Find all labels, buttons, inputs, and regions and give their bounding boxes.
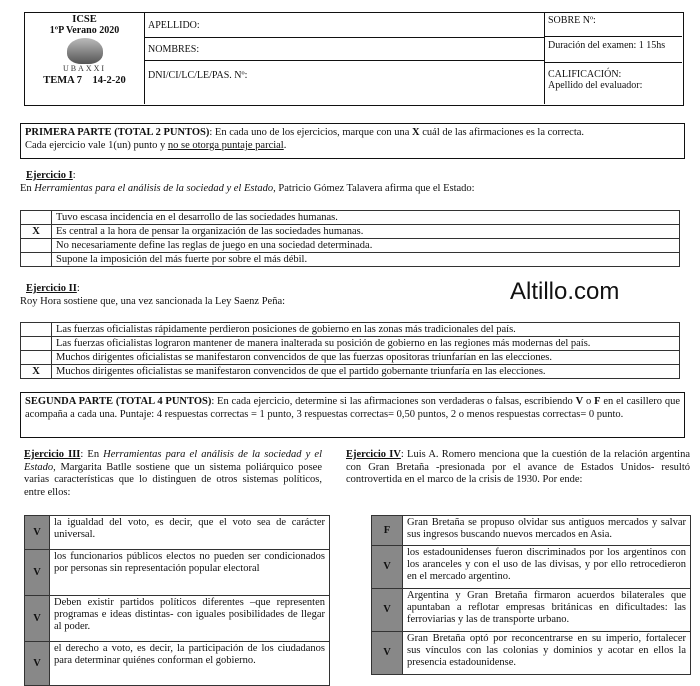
table-row[interactable] bbox=[372, 546, 691, 589]
tf-mark[interactable]: V bbox=[25, 642, 50, 686]
ex1-title: Ejercicio I bbox=[26, 170, 73, 181]
ex3-intro-b: , Margarita Batlle sostiene que un sistema poliárquico posee varias características que lo distinguen de otros sistemas políticos, entre ellos: bbox=[24, 461, 322, 498]
ex4-colon: : bbox=[400, 449, 404, 460]
option-mark[interactable] bbox=[21, 323, 52, 337]
option-text: Muchos dirigentes oficialistas se manifestaron convencidos de que las fuerzas opositoras triunfarían en las elecciones. bbox=[52, 351, 680, 365]
header-course-cell bbox=[25, 13, 145, 104]
ex1-options-table bbox=[20, 210, 680, 267]
part2-v: V bbox=[575, 396, 584, 407]
ex4-intro bbox=[346, 449, 690, 487]
ex3-intro-a: En bbox=[83, 449, 104, 460]
option-text: Supone la imposición del más fuerte por sobre el más débil. bbox=[52, 253, 680, 267]
part1-title: PRIMERA PARTE (TOTAL 2 PUNTOS) bbox=[25, 127, 210, 138]
table-row[interactable] bbox=[21, 253, 680, 267]
tf-mark[interactable]: V bbox=[372, 632, 403, 675]
part1-text-3: Cada ejercicio vale 1(un) punto y bbox=[25, 140, 168, 151]
ex2-colon: : bbox=[76, 283, 80, 294]
item-text: Argentina y Gran Bretaña firmaron acuerdos bilaterales que apuntaban a reflotar empresas británicas en dificultades: las ferroviarias y las de transporte urbano. bbox=[403, 589, 691, 632]
apellido-field[interactable]: APELLIDO: bbox=[144, 13, 544, 38]
table-row[interactable] bbox=[372, 589, 691, 632]
table-row[interactable] bbox=[21, 225, 680, 239]
item-text: el derecho a voto, es decir, la participación de los ciudadanos para determinar quiénes conforman el gobierno. bbox=[50, 642, 330, 686]
course-name: ICSE bbox=[72, 14, 97, 25]
part2-title: SEGUNDA PARTE (TOTAL 4 PUNTOS) bbox=[25, 396, 212, 407]
watermark: Altillo.com bbox=[510, 278, 620, 305]
table-row[interactable] bbox=[21, 239, 680, 253]
option-mark[interactable] bbox=[21, 239, 52, 253]
part1-text: : En cada uno de los ejercicios, marque con una bbox=[209, 127, 413, 138]
ex2-intro: Roy Hora sostiene que, una vez sancionada la Ley Saenz Peña: bbox=[20, 296, 286, 307]
option-mark[interactable]: X bbox=[21, 225, 52, 239]
tf-mark[interactable]: V bbox=[25, 596, 50, 642]
ex4-intro-text: Luis A. Romero menciona que la cuestión de la relación argentina con Gran Bretaña -presionada por el avance de Estados Unidos- resultó controvertida en el marco de la crisis de 1930. Por ende: bbox=[346, 449, 690, 485]
ex3-intro-italic: Herramientas para el análisis de la sociedad y el Estado bbox=[24, 449, 322, 473]
part2-f: F bbox=[594, 396, 601, 407]
option-mark[interactable] bbox=[21, 337, 52, 351]
item-text: Deben existir partidos políticos diferentes –que representen programas e ideas distintas- con iguales posibilidades de llegar al poder. bbox=[50, 596, 330, 642]
option-text: No necesariamente define las reglas de juego en una sociedad determinada. bbox=[52, 239, 680, 253]
item-text: Gran Bretaña se propuso olvidar sus antiguos mercados y salvar sus ingresos buscando nuevos mercados en Asia. bbox=[403, 516, 691, 546]
exam-date: 14-2-20 bbox=[92, 75, 126, 86]
header-student-cell bbox=[144, 13, 545, 104]
option-text: Las fuerzas oficialistas rápidamente perdieron posiciones de gobierno en las zonas más tradicionales del país. bbox=[52, 323, 680, 337]
table-row[interactable] bbox=[372, 516, 691, 546]
dni-field[interactable]: DNI/CI/LC/LE/PAS. Nº: bbox=[148, 70, 248, 81]
part2-text-3: en el casillero que acompaña a cada una. Puntaje: 4 respuestas correctas = 1 punto, 3 respuestas correctas= 0,50 puntos, 2 o menos respuestas correctas= 0 punto. bbox=[25, 396, 681, 420]
ex3-intro bbox=[24, 449, 322, 499]
table-row[interactable] bbox=[25, 516, 330, 550]
part1-text-5: . bbox=[283, 140, 287, 151]
calificacion-field[interactable]: CALIFICACIÓN: bbox=[548, 69, 622, 80]
ex3-colon: : bbox=[80, 449, 84, 460]
part2-text-2: o bbox=[583, 396, 595, 407]
table-row[interactable] bbox=[372, 632, 691, 675]
part2-text: : En cada ejercicio, determine si las afirmaciones son verdaderas o falsas, escribiendo bbox=[211, 396, 576, 407]
item-text: los funcionarios públicos electos no pueden ser condicionados por personas sin representación popular electoral bbox=[50, 550, 330, 596]
ex2-options-table bbox=[20, 322, 680, 379]
ex4-items-table bbox=[371, 515, 691, 675]
table-row[interactable] bbox=[21, 323, 680, 337]
option-text: Muchos dirigentes oficialistas se manifestaron convencidos de que el partido gobernante triunfaría en las elecciones. bbox=[52, 365, 680, 379]
option-mark[interactable] bbox=[21, 253, 52, 267]
tf-mark[interactable]: F bbox=[372, 516, 403, 546]
table-row[interactable] bbox=[21, 337, 680, 351]
ex1-intro-b: , Patricio Gómez Talavera afirma que el Estado: bbox=[273, 183, 475, 194]
item-text: Gran Bretaña optó por reconcentrarse en su imperio, fortalecer sus vínculos con las colonias y dominios y acotar en ellos la presencia estadounidense. bbox=[403, 632, 691, 675]
tf-mark[interactable]: V bbox=[372, 589, 403, 632]
option-text: Es central a la hora de pensar la organización de las sociedades humanas. bbox=[52, 225, 680, 239]
table-row[interactable] bbox=[25, 550, 330, 596]
table-row[interactable] bbox=[25, 642, 330, 686]
tf-mark[interactable]: V bbox=[25, 550, 50, 596]
exam-period: 1ºP Verano 2020 bbox=[49, 25, 120, 36]
nombres-field[interactable]: NOMBRES: bbox=[144, 38, 544, 61]
table-row[interactable] bbox=[21, 365, 680, 379]
ex3-title: Ejercicio III bbox=[24, 449, 81, 460]
option-mark[interactable]: X bbox=[21, 365, 52, 379]
tf-mark[interactable]: V bbox=[372, 546, 403, 589]
option-mark[interactable] bbox=[21, 351, 52, 365]
ex1-colon: : bbox=[72, 170, 76, 181]
exam-header bbox=[24, 12, 684, 106]
header-admin-cell bbox=[544, 13, 682, 104]
option-text: Las fuerzas oficialistas lograron mantener de manera inalterada su posición de gobierno en las regiones más modernas del país. bbox=[52, 337, 680, 351]
item-text: los estadounidenses fueron discriminados por los argentinos con los aranceles y con el uso de las divisas, y por ello retrocedieron en el mercado argentino. bbox=[403, 546, 691, 589]
ex4-title: Ejercicio IV bbox=[346, 449, 401, 460]
ex2-title: Ejercicio II bbox=[26, 283, 77, 294]
part1-instructions bbox=[20, 123, 685, 159]
sobre-field[interactable]: SOBRE Nº: bbox=[544, 13, 682, 37]
ex1-heading bbox=[26, 170, 76, 183]
uba-logo-icon bbox=[67, 38, 103, 64]
item-text: la igualdad del voto, es decir, que el voto sea de carácter universal. bbox=[50, 516, 330, 550]
ex1-intro-a: En bbox=[20, 183, 35, 194]
ex3-items-table bbox=[24, 515, 330, 686]
part1-text-2: cuál de las afirmaciones es la correcta. bbox=[419, 127, 585, 138]
part2-instructions bbox=[20, 392, 685, 438]
table-row[interactable] bbox=[21, 351, 680, 365]
part1-no-partial: no se otorga puntaje parcial bbox=[167, 140, 284, 151]
logo-text: UBAXXI bbox=[62, 64, 107, 73]
ex2-heading bbox=[26, 283, 80, 296]
option-text: Tuvo escasa incidencia en el desarrollo de las sociedades humanas. bbox=[52, 211, 680, 225]
exam-topic: TEMA 7 bbox=[43, 75, 83, 86]
table-row[interactable] bbox=[21, 211, 680, 225]
part1-mark: X bbox=[412, 127, 420, 138]
option-mark[interactable] bbox=[21, 211, 52, 225]
table-row[interactable] bbox=[25, 596, 330, 642]
tf-mark[interactable]: V bbox=[25, 516, 50, 550]
ex1-intro-italic: Herramientas para el análisis de la sociedad y el Estado bbox=[34, 183, 274, 194]
evaluador-field[interactable]: Apellido del evaluador: bbox=[548, 80, 643, 91]
exam-duration: Duración del examen: 1 15hs bbox=[544, 37, 682, 63]
ex1-intro bbox=[20, 183, 685, 196]
